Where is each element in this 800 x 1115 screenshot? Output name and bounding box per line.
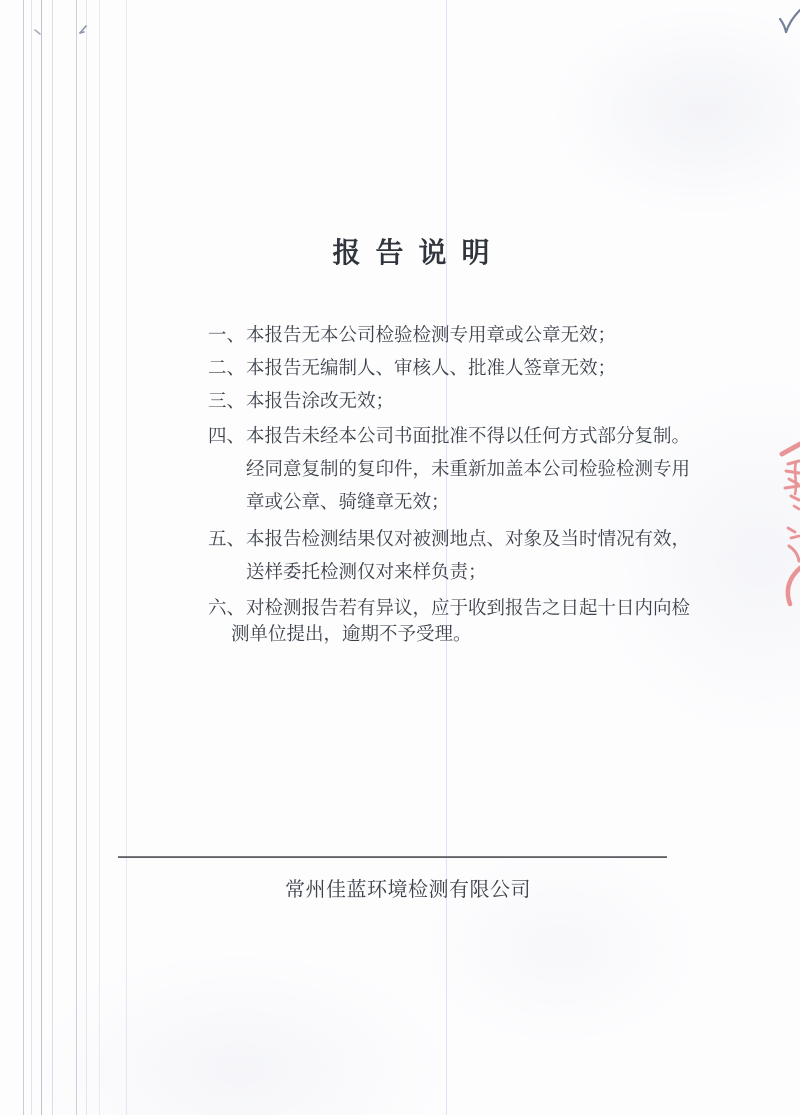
notice-item [208,386,723,419]
item-text-line: 章或公章、骑缝章无效； [246,493,450,513]
item-number: 一、 [208,326,246,346]
page-title: 报 告 说 明 [332,238,494,269]
page-edge-line [126,0,127,1115]
notice-item [208,353,723,386]
notice-item [208,421,723,520]
item-number: 二、 [208,359,246,379]
red-seal-fragment-icon [758,438,800,613]
item-text-line: 本报告无编制人、审核人、批准人签章无效； [246,359,617,379]
page-edge-line [86,0,87,1115]
item-text-line: 本报告无本公司检验检测专用章或公章无效； [246,326,617,346]
item-text-line: 经同意复制的复印件，未重新加盖本公司检验检测专用 [246,460,691,480]
item-text-line: 测单位提出，逾期不予受理。 [231,625,472,645]
page-edge-line [31,0,32,1115]
page-edge-line [23,0,24,1115]
page-edge-line [52,0,53,1115]
pen-speck-icon [33,27,43,37]
notice-item [208,596,723,648]
notice-item [208,320,723,353]
item-text-line: 本报告涂改无效； [246,392,395,412]
item-number: 五、 [208,530,246,550]
page-edge-line [99,0,100,1115]
item-text-line: 送样委托检测仅对来样负责； [246,563,487,583]
footer-company-name: 常州佳蓝环境检测有限公司 [285,879,531,901]
notice-list [208,320,723,648]
item-text-line: 对检测报告若有异议，应于收到报告之日起十日内向检 [246,599,691,619]
page-edge-line [41,0,42,1115]
item-number: 四、 [208,427,246,447]
handwritten-check-mark-icon [779,8,800,36]
pen-speck-icon [77,24,89,36]
item-number: 六、 [208,599,246,619]
item-number: 三、 [208,392,246,412]
footer-divider [118,856,667,858]
item-text-line: 本报告未经本公司书面批准不得以任何方式部分复制。 [246,427,691,447]
notice-item [208,524,723,590]
item-text-line: 本报告检测结果仅对被测地点、对象及当时情况有效， [246,530,691,550]
page-edge-line [76,0,77,1115]
